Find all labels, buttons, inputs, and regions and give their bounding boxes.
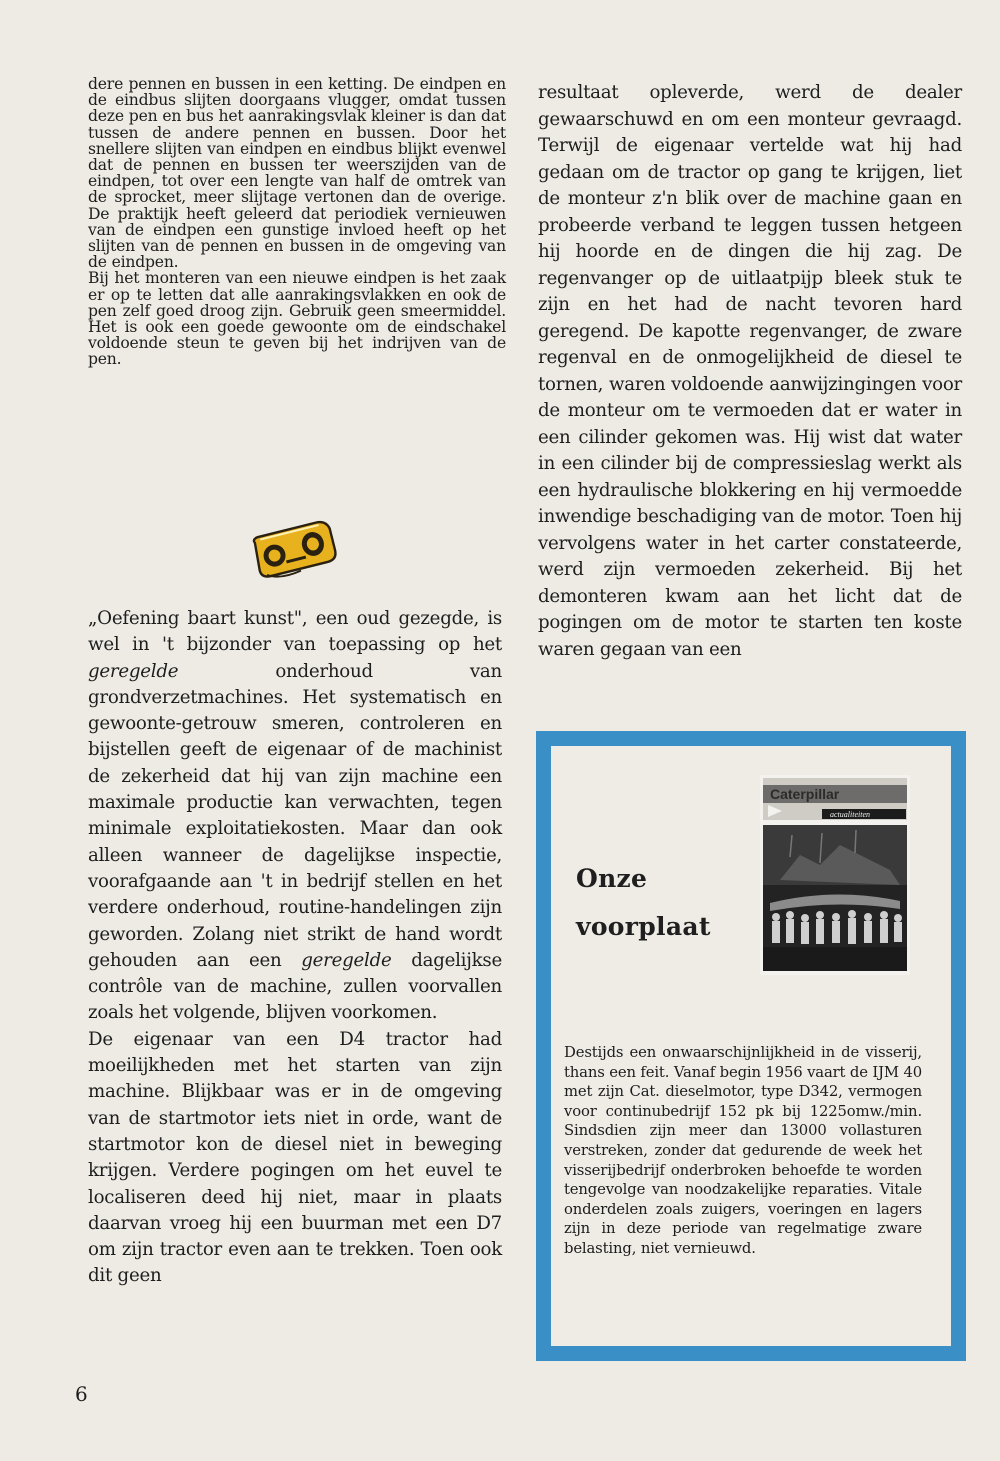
cover-caption: Destijds een onwaarschijnlijkheid in de visserij, thans een feit. Vanaf begin 1956 vaart de IJM 40 met zijn Cat. dieselmotor, type D342, vermogen voor continubedrijf 152 pk bij 1225omw./min. Sindsdien zijn meer dan 13000 vollasturen verstreken, zonder dat gedurende de week het visserijbedrijf onderbroken behoefde te worden tengevolge van noodzakelijke reparaties. Vitale onderdelen zoals zuigers, voeringen en lagers zijn in deze periode van regelmatige zware belasting, niet vernieuwd. [564, 1044, 922, 1257]
page-number: 6 [75, 1382, 88, 1406]
cover-title-line-1: Onze [576, 864, 648, 893]
emphasis-geregelde: geregelde [88, 660, 179, 682]
emphasis-geregelde: geregelde [301, 949, 392, 971]
paragraph-chain-wear: dere pennen en bussen in een ketting. De eindpen en de eindbus slijten doorgaans vlugger, omdat tussen deze pen en bus het aanrakingsvlak kleiner is dan dat tussen de andere pennen en bussen. Door het snellere slijten van eindpen en eindbus blijkt evenwel dat de pennen en bussen ter weerszijden van de eindpen, tot over een lengte van half de omtrek van de sprocket, meer slijtage vertonen dan de overige. De praktijk heeft geleerd dat periodiek vernieuwen van de eindpen een gunstige invloed heeft op het slijten van de pennen en bussen in de omgeving van de eindpen. [88, 75, 506, 272]
cover-title-line-2: voorplaat [576, 912, 711, 941]
text-segment: dagelijkse contrôle van de machine, zullen voorvallen zoals het volgende, blijven voorkomen. [88, 949, 502, 1024]
magazine-name: Caterpillar [770, 786, 840, 802]
paragraph-d4-story: De eigenaar van een D4 tractor had moeilijkheden met het starten van zijn machine. Blijkbaar was er in de omgeving van de startmotor iets niet in orde, want de startmotor kon de diesel niet in beweging krijgen. Verdere pogingen om het euvel te localiseren deed hij niet, maar in plaats daarvan vroeg hij een buurman met een D7 om zijn tractor even aan te trekken. Toen ook dit geen [88, 1028, 502, 1287]
paragraph-mounting-endpin: Bij het monteren van een nieuwe eindpen is het zaak er op te letten dat alle aanrakingsvlakken en ook de pen zelf goed droog zijn. Gebruik geen smeermiddel. Het is ook een goede gewoonte om de eindschakel voldoende steun te geven bij het indrijven van de pen. [88, 269, 506, 369]
left-column-bottom [88, 606, 502, 1290]
chain-link-illustration [244, 518, 342, 584]
left-column-top [88, 76, 506, 368]
magazine-subtitle: actualiteiten [830, 810, 870, 819]
text-segment: onderhoud van grondverzetmachines. Het systematisch en gewoonte-getrouw smeren, controleren en bijstellen geeft de eigenaar of de machinist de zekerheid dat hij van zijn machine een maximale productie kan verwachten, tegen minimale exploitatiekosten. Maar dan ook alleen wanneer de dagelijkse inspectie, voorafgaande aan 't in bedrijf stellen en het verdere onderhoud, routine-handelingen zijn geworden. Zolang niet strikt de hand wordt gehouden aan een [88, 660, 502, 971]
right-column [538, 80, 962, 663]
paragraph-d4-story-continued: resultaat opleverde, werd de dealer gewaarschuwd en om een monteur gevraagd. Terwijl de eigenaar vertelde wat hij had gedaan om de tractor op gang te krijgen, liet de monteur z'n blik over de machine gaan en probeerde verband te leggen tussen hetgeen hij hoorde en de dingen die hij zag. De regenvanger op de uitlaatpijp bleek stuk te zijn en het had de nacht tevoren hard geregend. De kapotte regenvanger, de zware regenval en de onmogelijkheid de diesel te tornen, waren voldoende aanwijzingingen voor de monteur om te vermoeden dat er water in een cilinder gekomen was. Hij wist dat water in een cilinder bij de compressieslag werkt als een hydraulische blokkering en hij vermoedde inwendige beschadiging van de motor. Toen hij vervolgens water in het carter constateerde, werd zijn vermoeden zekerheid. Bij het demonteren kwam aan het licht dat de pogingen om de motor te starten ten koste waren gegaan van een [538, 82, 962, 660]
magazine-cover-thumbnail [760, 775, 910, 975]
paragraph-maintenance [88, 606, 502, 1027]
cover-title [576, 855, 756, 951]
text-segment: „Oefening baart kunst", een oud gezegde, is wel in 't bijzonder van toepassing op het [88, 608, 502, 656]
